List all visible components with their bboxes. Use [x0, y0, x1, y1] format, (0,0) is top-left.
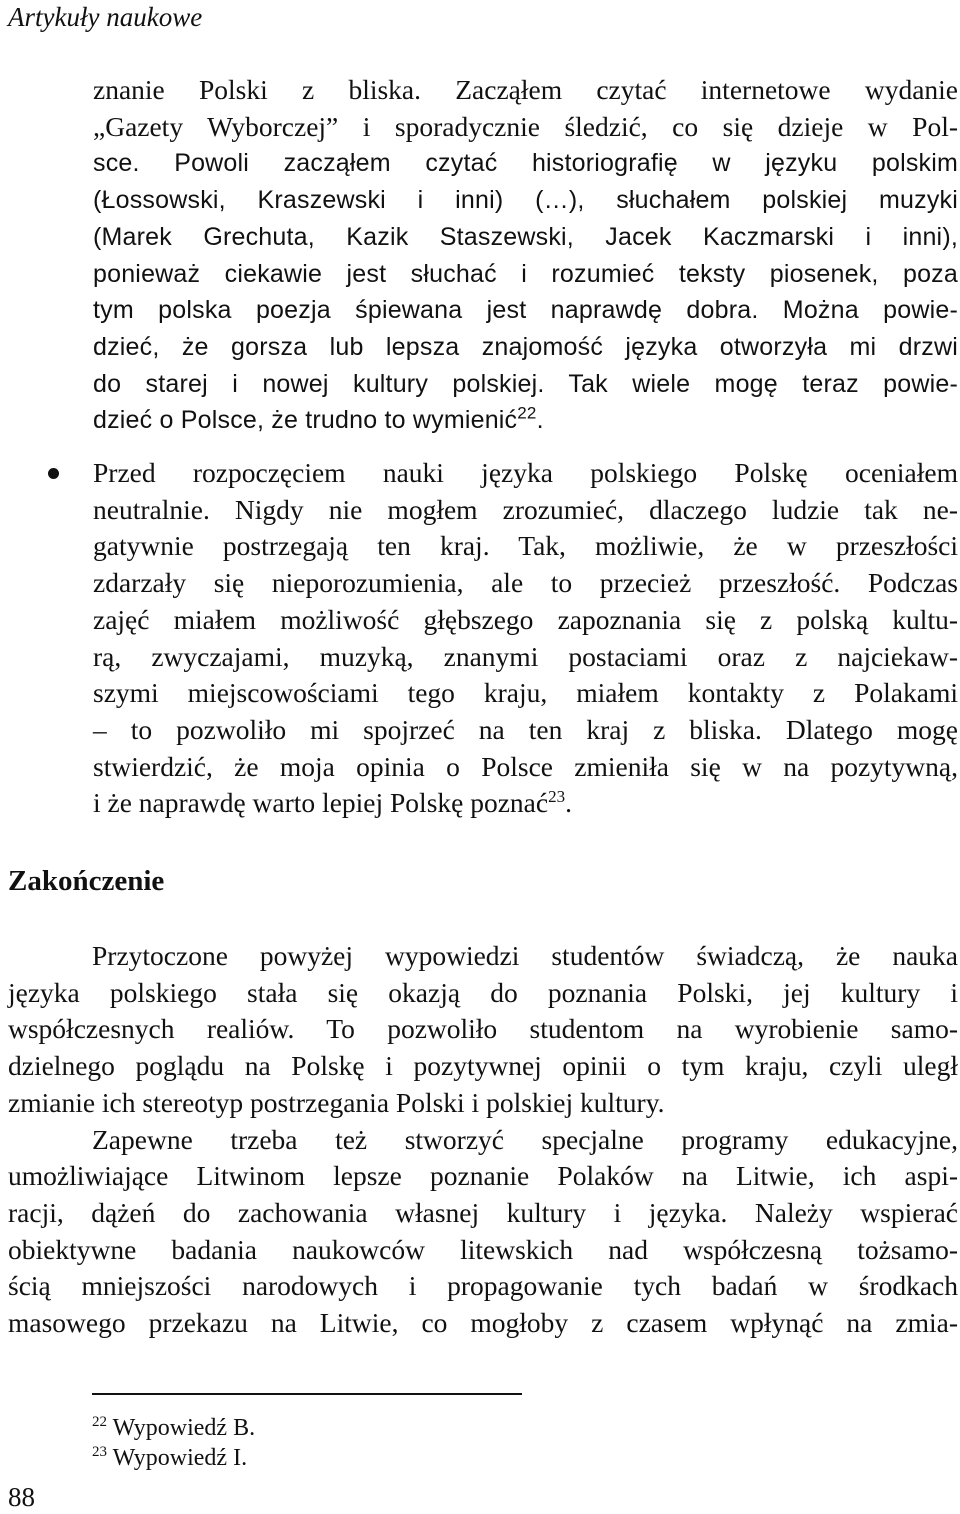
conclusion-p1-line: dzielnego poglądu na Polskę i pozytywnej opinii o tym kraju, czyli uległ [8, 1050, 958, 1082]
quote-2-last-line [93, 785, 958, 822]
footnote-text: Wypowiedź I. [107, 1445, 248, 1471]
running-header: Artykuły naukowe [8, 2, 203, 32]
student-quote-1 [93, 72, 958, 439]
conclusion-p2-line: masowego przekazu na Litwie, co mogłoby z czasem wpłynąć na zmia- [8, 1307, 958, 1339]
footnote-number: 22 [92, 1414, 107, 1430]
quote-1-line: do starej i nowej kultury polskiej. Tak wiele mogę teraz powie- [93, 369, 958, 398]
footnote-ref-23[interactable]: 23 [548, 787, 566, 807]
quote-2-line: Przed rozpoczęciem nauki języka polskiego Polskę oceniałem [93, 457, 958, 488]
quote-2-line: zajęć miałem możliwość głębszego zapoznania się z polską kultu- [93, 603, 958, 635]
quote-1-line: tym polska poezja śpiewana jest naprawdę dobra. Można powie- [93, 296, 958, 325]
quote-2-line: neutralnie. Nigdy nie mogłem zrozumieć, dlaczego ludzie tak ne- [93, 493, 958, 525]
quote-1-line: (Marek Grechuta, Kazik Staszewski, Jacek Kaczmarski i inni), [93, 222, 958, 251]
bullet-icon [48, 468, 59, 479]
quote-1-line: (Łossowski, Kraszewski i inni) (…), słuchałem polskiej muzyki [93, 186, 958, 215]
quote-2-last-line-text: i że naprawdę warto lepiej Polskę poznać [93, 787, 549, 819]
quote-2-line: zdarzały się nieporozumienia, ale to przecież przeszłość. Podczas [93, 567, 958, 599]
footnote-23 [92, 1443, 255, 1473]
quote-2-line: gatywnie postrzegają ten kraj. Tak, możliwie, że w przeszłości [93, 530, 958, 562]
footnote-ref-22[interactable]: 22 [517, 404, 537, 423]
conclusion-p2-line: obiektywne badania naukowców litewskich nad współczesną tożsamo- [8, 1233, 958, 1265]
quote-2-line: szymi miejscowościami tego kraju, miałem kontakty z Polakami [93, 677, 958, 709]
quote-2-period: . [565, 787, 572, 819]
conclusion-body [8, 938, 958, 1342]
quote-1-line: „Gazety Wyborczej” i sporadycznie śledzić, co się dzieje w Pol- [93, 110, 958, 142]
quote-1-last-line-text: dzieć o Polsce, że trudno to wymienić [93, 406, 518, 435]
student-quote-2 [93, 455, 958, 822]
footnote-text: Wypowiedź B. [107, 1415, 256, 1441]
quote-2-line: stwierdzić, że moja opinia o Polsce zmieniła się w na pozytywną, [93, 750, 958, 782]
quote-1-line: znanie Polski z bliska. Zacząłem czytać internetowe wydanie [93, 74, 958, 105]
page-number: 88 [8, 1482, 35, 1512]
footnote-22 [92, 1413, 255, 1443]
quote-2-line: – to pozwoliło mi spojrzeć na ten kraj z bliska. Dlatego mogę [93, 713, 958, 745]
quote-1-period: . [536, 406, 544, 435]
quote-2-line: rą, zwyczajami, muzyką, znanymi postaciami oraz z najciekaw- [93, 640, 958, 672]
conclusion-p2-line: Zapewne trzeba też stworzyć specjalne programy edukacyjne, [92, 1123, 958, 1155]
conclusion-p2-line: ścią mniejszości narodowych i propagowanie tych badań w środkach [8, 1270, 958, 1302]
section-heading: Zakończenie [8, 865, 165, 897]
conclusion-p1-line: języka polskiego stała się okazją do poznania Polski, jej kultury i [8, 976, 958, 1008]
conclusion-p1-line: współczesnych realiów. To pozwoliło studentom na wyrobienie samo- [8, 1013, 958, 1045]
quote-1-line: sce. Powoli zacząłem czytać historiografię w języku polskim [93, 149, 958, 178]
conclusion-p2-line: racji, dążeń do zachowania własnej kultury i języka. Należy wspierać [8, 1196, 958, 1228]
footnotes [92, 1413, 255, 1473]
conclusion-p2-line: umożliwiające Litwinom lepsze poznanie Polaków na Litwie, ich aspi- [8, 1160, 958, 1192]
quote-1-last-line [93, 402, 958, 439]
conclusion-p1-line: Przytoczone powyżej wypowiedzi studentów świadczą, że nauka [92, 940, 958, 971]
footnote-separator [92, 1393, 522, 1395]
conclusion-p1-line: zmianie ich stereotyp postrzegania Polski i polskiej kultury. [8, 1086, 665, 1118]
quote-1-line: dzieć, że gorsza lub lepsza znajomość języka otworzyła mi drzwi [93, 332, 958, 361]
quote-1-line: ponieważ ciekawie jest słuchać i rozumieć teksty piosenek, poza [93, 259, 958, 288]
footnote-number: 23 [92, 1444, 107, 1460]
